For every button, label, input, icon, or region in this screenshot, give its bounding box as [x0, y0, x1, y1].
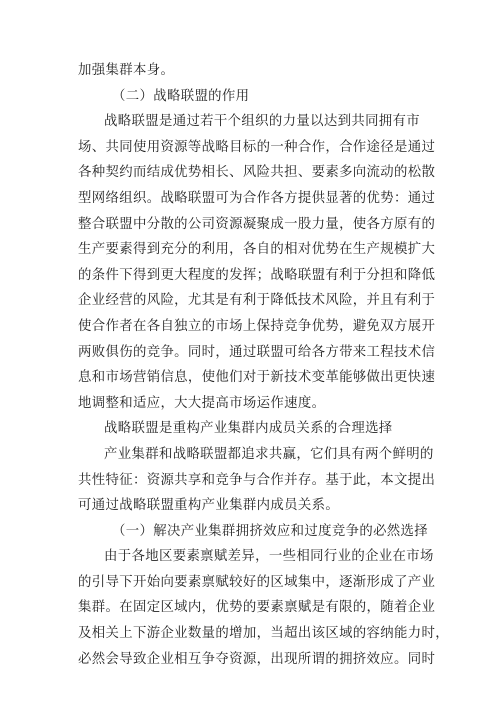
text-line: 必然会导致企业相互争夺资源，出现所谓的拥挤效应。同时	[78, 651, 436, 667]
text-line: 的引导下开始向要素禀赋较好的区域集中，逐渐形成了产业	[78, 574, 436, 590]
text-line: 企业经营的风险，尤其是有利于降低技术风险，并且有利于	[78, 293, 436, 309]
text-line: 各种契约而结成优势相长、风险共担、要素多向流动的松散	[78, 165, 436, 181]
text-line: 由于各地区要素禀赋差异，一些相同行业的企业在市场	[104, 549, 434, 565]
text-line: 使合作者在各自独立的市场上保持竞争优势，避免双方展开	[78, 318, 436, 334]
text-line: 战略联盟是通过若干个组织的力量以达到共同拥有市	[104, 114, 421, 130]
paragraph-subheading-reconstruct	[78, 416, 424, 442]
section-heading: （一）解决产业集群拥挤效应和过度竞争的必然选择	[112, 523, 429, 539]
text-line: 的条件下得到更大程度的发挥；战略联盟有利于分担和降低	[78, 267, 436, 283]
text-line: 地调整和适应，大大提高市场运作速度。	[78, 395, 326, 411]
text-line: 共性特征：资源共享和竞争与合作并存。基于此，本文提出	[78, 472, 436, 488]
text-line: 可通过战略联盟重构产业集群内成员关系。	[78, 498, 340, 514]
section-heading: （二）战略联盟的作用	[112, 88, 250, 104]
text-line: 整合联盟中分散的公司资源凝聚成一股力量，使各方原有的	[78, 216, 436, 232]
text-line: 产业集群和战略联盟都追求共赢，它们具有两个鲜明的	[104, 446, 434, 462]
paragraph-closing-line	[78, 58, 424, 84]
paragraph-endowment-differences	[78, 544, 449, 672]
text-line: 集群。在固定区域内，优势的要素禀赋是有限的，随着企业	[78, 600, 436, 616]
subheading: 战略联盟是重构产业集群内成员关系的合理选择	[104, 421, 393, 437]
section-heading-crowding-effect	[78, 519, 429, 545]
text-line: 生产要素得到充分的利用，各自的相对优势在生产规模扩大	[78, 242, 436, 258]
text-line: 加强集群本身。	[78, 63, 175, 78]
text-line: 两败俱伤的竞争。同时，通过联盟可给各方带来工程技术信	[78, 344, 436, 360]
paragraph-common-features	[78, 442, 436, 519]
text-line: 型网络组织。战略联盟可为合作各方提供显著的优势：通过	[78, 190, 436, 206]
text-line: 场、共同使用资源等战略目标的一种合作，合作途径是通过	[78, 139, 436, 155]
document-body	[78, 58, 449, 672]
section-heading-strategic-alliance-role	[78, 84, 424, 110]
text-line: 及相关上下游企业数量的增加，当超出该区域的容纳能力时，	[78, 626, 449, 642]
paragraph-alliance-definition	[78, 109, 436, 416]
text-line: 息和市场营销信息，使他们对于新技术变革能够做出更快速	[78, 370, 436, 386]
